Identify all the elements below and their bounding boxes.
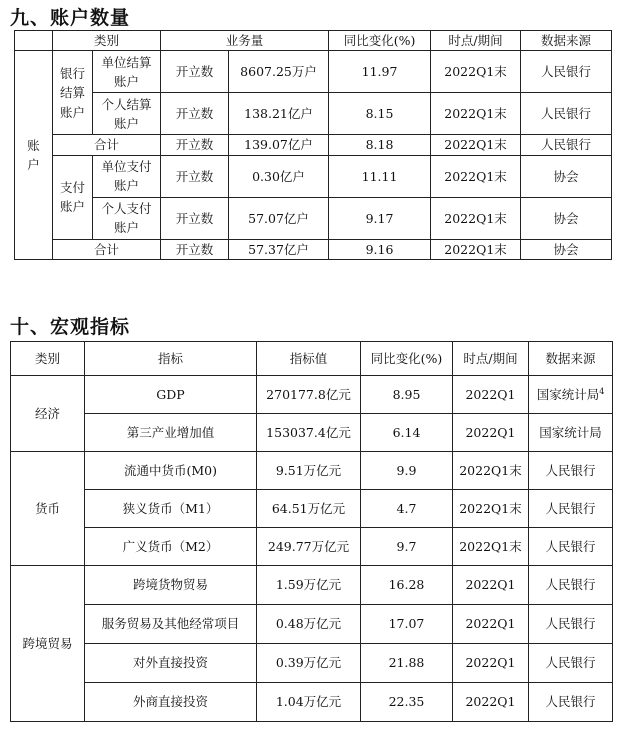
table-row-total	[15, 239, 612, 259]
row-type: 开立数	[161, 93, 229, 135]
row-yoy: 8.15	[329, 93, 431, 135]
total-source: 人民银行	[521, 135, 612, 155]
row-period: 2022Q1末	[453, 528, 529, 566]
row-value: 138.21亿户	[229, 93, 329, 135]
section9-title: 九、账户数量	[10, 7, 131, 29]
row-period: 2022Q1	[453, 414, 529, 452]
table-row-total	[15, 135, 612, 155]
row-value: 0.39万亿元	[257, 644, 361, 683]
table-row	[15, 155, 612, 197]
row-period: 2022Q1末	[431, 197, 521, 239]
table-row	[11, 528, 613, 566]
header-source: 数据来源	[529, 342, 613, 376]
table-row	[11, 452, 613, 490]
row-value: 249.77万亿元	[257, 528, 361, 566]
row-value: 153037.4亿元	[257, 414, 361, 452]
table-row	[11, 683, 613, 722]
row-period: 2022Q1末	[431, 51, 521, 93]
row-period: 2022Q1	[453, 644, 529, 683]
row-source: 人民银行	[529, 452, 613, 490]
row-source: 协会	[521, 197, 612, 239]
row-source: 国家统计局	[536, 386, 600, 402]
group-currency: 货币	[11, 452, 85, 566]
total-value: 139.07亿户	[229, 135, 329, 155]
row-indicator: 跨境货物贸易	[85, 566, 257, 605]
row-sub: 单位支付账户	[93, 155, 161, 197]
header-yoy: 同比变化(%)	[361, 342, 453, 376]
row-value: 57.07亿户	[229, 197, 329, 239]
row-type: 开立数	[161, 51, 229, 93]
row-period: 2022Q1末	[431, 155, 521, 197]
row-indicator: 广义货币（M2）	[85, 528, 257, 566]
row-source: 协会	[521, 155, 612, 197]
row-source: 人民银行	[529, 566, 613, 605]
row-indicator: 狭义货币（M1）	[85, 490, 257, 528]
table-row	[11, 490, 613, 528]
header-source: 数据来源	[521, 31, 612, 51]
table-row	[15, 93, 612, 135]
table-row	[11, 644, 613, 683]
row-source: 国家统计局	[529, 414, 613, 452]
row-period: 2022Q1	[453, 566, 529, 605]
group-cross-border-trade: 跨境贸易	[11, 566, 85, 722]
row-sub: 个人结算账户	[93, 93, 161, 135]
table-header-row	[11, 342, 613, 376]
row-source-cell	[529, 376, 613, 414]
header-yoy: 同比变化(%)	[329, 31, 431, 51]
accounts-table	[14, 30, 612, 260]
row-yoy: 22.35	[361, 683, 453, 722]
row-source: 人民银行	[529, 683, 613, 722]
row-sub: 单位结算账户	[93, 51, 161, 93]
row-yoy: 4.7	[361, 490, 453, 528]
row-type: 开立数	[161, 197, 229, 239]
row-indicator: 服务贸易及其他经常项目	[85, 605, 257, 644]
row-source: 人民银行	[521, 93, 612, 135]
row-indicator: GDP	[85, 376, 257, 414]
row-value: 1.04万亿元	[257, 683, 361, 722]
row-period: 2022Q1末	[453, 452, 529, 490]
total-value: 57.37亿户	[229, 239, 329, 259]
table-header-row	[15, 31, 612, 51]
group-label-accounts: 账户	[15, 51, 53, 260]
section10-title: 十、宏观指标	[10, 316, 131, 338]
row-value: 0.30亿户	[229, 155, 329, 197]
table-row	[11, 605, 613, 644]
total-yoy: 8.18	[329, 135, 431, 155]
footnote-marker: 4	[599, 386, 605, 396]
row-period: 2022Q1	[453, 605, 529, 644]
header-value: 指标值	[257, 342, 361, 376]
total-label: 合计	[53, 135, 161, 155]
header-category: 类别	[11, 342, 85, 376]
row-source: 人民银行	[529, 490, 613, 528]
table-row	[15, 51, 612, 93]
table-row	[11, 376, 613, 414]
row-yoy: 8.95	[361, 376, 453, 414]
row-indicator: 外商直接投资	[85, 683, 257, 722]
header-period: 时点/期间	[453, 342, 529, 376]
group-economy: 经济	[11, 376, 85, 452]
row-value: 8607.25万户	[229, 51, 329, 93]
macro-indicators-table	[10, 341, 613, 722]
row-value: 0.48万亿元	[257, 605, 361, 644]
row-indicator: 第三产业增加值	[85, 414, 257, 452]
row-value: 270177.8亿元	[257, 376, 361, 414]
row-value: 64.51万亿元	[257, 490, 361, 528]
row-period: 2022Q1	[453, 683, 529, 722]
header-volume: 业务量	[161, 31, 329, 51]
header-indicator: 指标	[85, 342, 257, 376]
row-yoy: 6.14	[361, 414, 453, 452]
row-sub: 个人支付账户	[93, 197, 161, 239]
total-label: 合计	[53, 239, 161, 259]
bank-account-label: 银行结算账户	[53, 51, 93, 135]
total-period: 2022Q1末	[431, 239, 521, 259]
total-yoy: 9.16	[329, 239, 431, 259]
table-row	[11, 566, 613, 605]
row-indicator: 流通中货币(M0)	[85, 452, 257, 490]
row-type: 开立数	[161, 155, 229, 197]
row-yoy: 11.11	[329, 155, 431, 197]
row-yoy: 21.88	[361, 644, 453, 683]
table-row	[11, 414, 613, 452]
payment-account-label: 支付账户	[53, 155, 93, 239]
header-period: 时点/期间	[431, 31, 521, 51]
row-source: 人民银行	[529, 605, 613, 644]
row-source: 人民银行	[521, 51, 612, 93]
row-source: 人民银行	[529, 644, 613, 683]
row-period: 2022Q1末	[431, 93, 521, 135]
total-period: 2022Q1末	[431, 135, 521, 155]
total-source: 协会	[521, 239, 612, 259]
row-period: 2022Q1	[453, 376, 529, 414]
row-period: 2022Q1末	[453, 490, 529, 528]
row-yoy: 9.17	[329, 197, 431, 239]
row-yoy: 9.7	[361, 528, 453, 566]
row-value: 1.59万亿元	[257, 566, 361, 605]
total-type: 开立数	[161, 239, 229, 259]
total-type: 开立数	[161, 135, 229, 155]
row-indicator: 对外直接投资	[85, 644, 257, 683]
row-yoy: 17.07	[361, 605, 453, 644]
row-source: 人民银行	[529, 528, 613, 566]
row-yoy: 16.28	[361, 566, 453, 605]
table-row	[15, 197, 612, 239]
header-category: 类别	[53, 31, 161, 51]
row-yoy: 9.9	[361, 452, 453, 490]
row-yoy: 11.97	[329, 51, 431, 93]
row-value: 9.51万亿元	[257, 452, 361, 490]
